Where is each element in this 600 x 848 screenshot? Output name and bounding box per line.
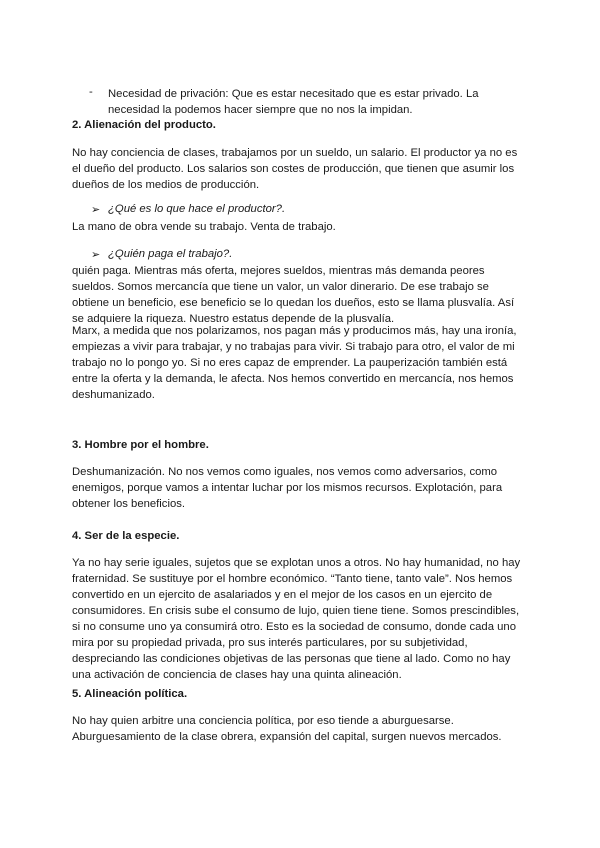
section-5-paragraph: No hay quien arbitre una conciencia política, por eso tiende a aburguesarse. Aburguesamiento de la clase obrera, expansión del capital, surgen nuevos mercados.: [72, 715, 502, 743]
answer-2: quién paga. Mientras más oferta, mejores sueldos, mientras más demanda peores sueldos. Somos mercancía que tiene un valor, un valor dinerario. De ese trabajo se obtiene un beneficio, ese beneficio se lo quedan los dueños, esto se llama plusvalía. Así se adquiere la riqueza. Nuestro estatus depende de la plusvalía.: [72, 265, 515, 325]
answer-1: La mano de obra vende su trabajo. Venta de trabajo.: [72, 221, 336, 233]
section-2-paragraph-2: Marx, a medida que nos polarizamos, nos pagan más y producimos más, hay una ironía, empiezas a vivir para trabajar, y no trabajas para vivir. Si trabajo para otro, el valor de mi trabajo no lo pongo yo. Si no eres capaz de emprender. La pauperización también está entre la oferta y la demanda, le afecta. Nos hemos convertido en mercancía, nos hemos deshumanizado.: [72, 325, 517, 401]
section-3-heading: 3. Hombre por el hombre.: [72, 439, 209, 451]
section-4-heading: 4. Ser de la especie.: [72, 530, 180, 542]
bullet-text: Necesidad de privación: Que es estar necesitado que es estar privado. La necesidad la podemos hacer siempre que no nos la impidan.: [108, 88, 479, 116]
arrow-bullet-icon: ➢: [91, 249, 101, 261]
section-2-heading: 2. Alienación del producto.: [72, 119, 216, 131]
arrow-bullet-icon: ➢: [91, 204, 101, 216]
question-2: ¿Quién paga el trabajo?.: [108, 248, 233, 260]
section-5-heading: 5. Alineación política.: [72, 688, 188, 700]
section-4-paragraph: Ya no hay serie iguales, sujetos que se explotan unos a otros. No hay humanidad, no hay fraternidad. Se sustituye por el hombre económico. “Tanto tiene, tanto vale”. Nos hemos convertido en un ejercito de asalariados y en el mejor de los casos en un ejercito de consumidores. En crisis sube el consumo de lujo, quien tiene tiene. Somos prescindibles, si no consume uno ya consumirá otro. Esto es la sociedad de consumo, donde cada uno mira por su propiedad privada, pro sus interés particulares, por su subjetividad, despreciando las condiciones objetivas de las personas que tiene al lado. Como no hay una activación de conciencia de clases hay una quinta alineación.: [72, 557, 521, 681]
section-2-paragraph-1: No hay conciencia de clases, trabajamos por un sueldo, un salario. El productor ya no es el dueño del producto. Los salarios son costes de producción, que tienen que asumir los dueños de los medios de producción.: [72, 147, 518, 191]
bullet-marker: -: [89, 86, 93, 98]
question-1: ¿Qué es lo que hace el productor?.: [108, 203, 286, 215]
section-3-paragraph: Deshumanización. No nos vemos como iguales, nos vemos como adversarios, como enemigos, porque vamos a intentar luchar por los mismos recursos. Explotación, para obtener los beneficios.: [72, 466, 503, 510]
